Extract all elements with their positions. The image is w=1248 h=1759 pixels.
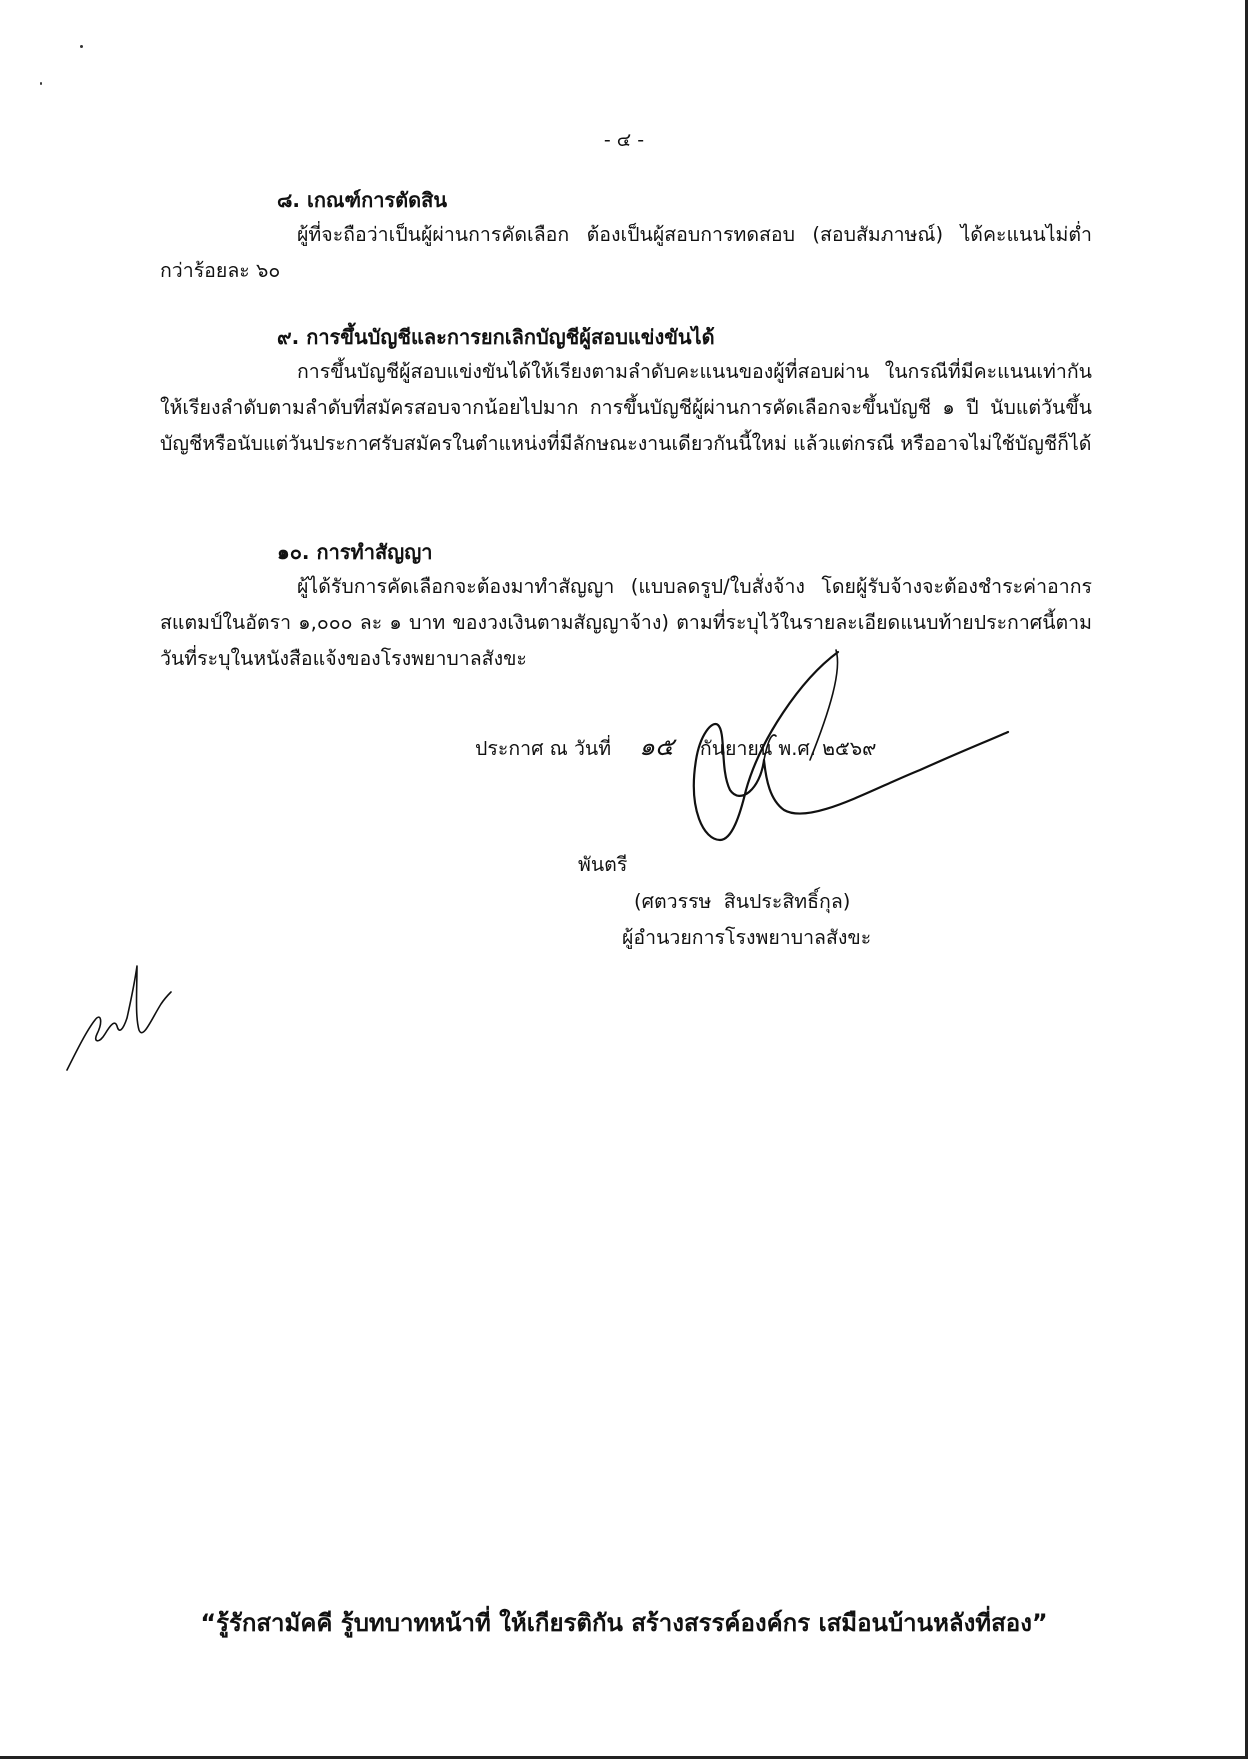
scan-speck	[40, 82, 42, 85]
announcement-prefix: ประกาศ ณ วันที่	[475, 737, 612, 760]
section-decision-criteria	[160, 183, 1092, 289]
signatory-name: (ศตวรรษ สินประสิทธิ์กุล)	[634, 890, 851, 913]
director-signature	[660, 640, 1020, 860]
page-number: - ๔ -	[603, 129, 645, 151]
announcement-month-year: กันยายน พ.ศ. ๒๕๖๙	[699, 737, 877, 760]
section-heading: ๘. เกณฑ์การตัดสิน	[277, 188, 448, 212]
announcement-day: ๑๕	[639, 732, 674, 761]
section-body: ผู้ที่จะถือว่าเป็นผู้ผ่านการคัดเลือก ต้องเป็นผู้สอบการทดสอบ (สอบสัมภาษณ์) ได้คะแนนไม่ต่ำกว่าร้อยละ ๖๐	[160, 223, 1092, 282]
handwritten-initials	[65, 960, 175, 1080]
organization-motto: “รู้รักสามัคคี รู้บทบาทหน้าที่ ให้เกียรติกัน สร้างสรรค์องค์กร เสมือนบ้านหลังที่สอง”	[200, 1609, 1048, 1637]
section-body: ผู้ได้รับการคัดเลือกจะต้องมาทำสัญญา (แบบลดรูป/ใบสั่งจ้าง โดยผู้รับจ้างจะต้องชำระค่าอากรสแตมป์ในอัตรา ๑,๐๐๐ ละ ๑ บาท ของวงเงินตามสัญญาจ้าง) ตามที่ระบุไว้ในรายละเอียดแนบท้ายประกาศนี้ตามวันที่ระบุในหนังสือแจ้งของโรงพยาบาลสังขะ	[160, 575, 1092, 670]
section-heading: ๑๐. การทำสัญญา	[277, 540, 433, 564]
section-eligibility-list	[160, 320, 1092, 462]
scan-speck	[80, 45, 83, 48]
section-heading: ๙. การขึ้นบัญชีและการยกเลิกบัญชีผู้สอบแข่งขันได้	[277, 325, 715, 349]
section-body: การขึ้นบัญชีผู้สอบแข่งขันได้ให้เรียงตามลำดับคะแนนของผู้ที่สอบผ่าน ในกรณีที่มีคะแนนเท่ากัน ให้เรียงลำดับตามลำดับที่สมัครสอบจากน้อยไปมาก การขึ้นบัญชีผู้ผ่านการคัดเลือกจะขึ้นบัญชี ๑ ปี นับแต่วันขึ้นบัญชีหรือนับแต่วันประกาศรับสมัครในตำแหน่งที่มีลักษณะงานเดียวกันนี้ใหม่ แล้วแต่กรณี หรืออาจไม่ใช้บัญชีก็ได้	[160, 360, 1092, 455]
signatory-rank: พันตรี	[578, 853, 628, 876]
signatory-title: ผู้อำนวยการโรงพยาบาลสังขะ	[622, 926, 872, 949]
